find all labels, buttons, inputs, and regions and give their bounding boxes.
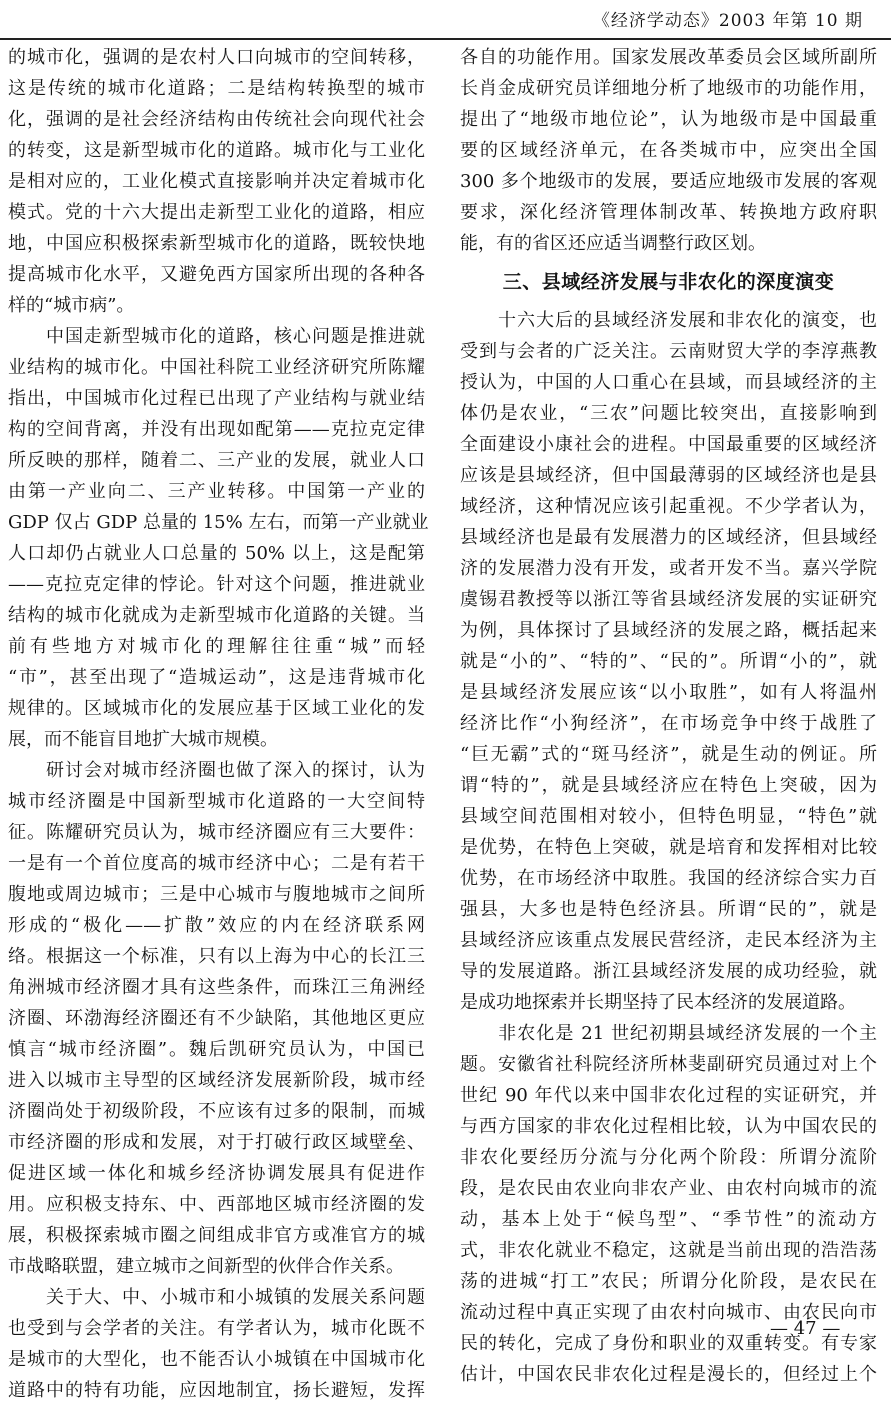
text-line: 用。应积极支持东、中、西部地区城市经济圈的发: [8, 1194, 425, 1215]
text-line: 全面建设小康社会的进程。中国最重要的区域经济: [460, 434, 877, 455]
journal-header: 《经济学动态》2003 年第 10 期: [592, 11, 863, 31]
text-line: 构的空间背离，并没有出现如配第——克拉克定律: [8, 419, 425, 440]
text-line: 结构的城市化就成为走新型城市化道路的关键。当: [8, 605, 425, 626]
right-column-top: [460, 42, 877, 259]
section-heading: 三、县域经济发展与非农化的深度演变: [502, 271, 835, 293]
text-line: 虞锡君教授等以浙江等省县域经济发展的实证研究: [460, 589, 877, 610]
text-line: 地，中国应积极探索新型城市化的道路，既较快地: [8, 233, 425, 254]
text-line: 受到与会者的广泛关注。云南财贸大学的李淳燕教: [460, 341, 877, 362]
text-line: 估计，中国农民非农化过程是漫长的，但经过上个: [460, 1364, 877, 1385]
text-line: 是县域经济发展应该“以小取胜”，如有人将温州: [460, 682, 877, 703]
text-line: 强县，大多也是特色经济县。所谓“民的”，就是: [460, 899, 877, 920]
text-line: 非农化要经历分流与分化两个阶段：所谓分流阶: [460, 1147, 877, 1168]
text-line: 腹地或周边城市；三是中心城市与腹地城市之间所: [8, 884, 425, 905]
header-rule: [0, 38, 891, 40]
text-line: 前有些地方对城市化的理解往往重“城”而轻: [8, 636, 425, 657]
text-line: 各自的功能作用。国家发展改革委员会区域所副所: [460, 47, 877, 68]
text-line: 要的区域经济单元，在各类城市中，应突出全国: [460, 140, 877, 161]
text-line: 县域经济也是最有发展潜力的区域经济，但县域经: [460, 527, 877, 548]
text-line: 进入以城市主导型的区域经济发展新阶段，城市经: [8, 1070, 425, 1091]
text-line: 能，有的省区还应适当调整行政区划。: [460, 233, 766, 254]
text-line: 为例，具体探讨了县域经济的发展之路，概括起来: [460, 620, 877, 641]
text-line: 就是“小的”、“特的”、“民的”。所谓“小的”，就: [460, 651, 877, 672]
text-line: 非农化是 21 世纪初期县域经济发展的一个主: [460, 1023, 877, 1044]
text-line: 所反映的那样，随着二、三产业的发展，就业人口: [8, 450, 425, 471]
text-line: 是相对应的，工业化模式直接影响并决定着城市化: [8, 171, 425, 192]
text-line: 征。陈耀研究员认为，城市经济圈应有三大要件：: [8, 822, 425, 843]
text-line: 与西方国家的非农化过程相比较，认为中国农民的: [460, 1116, 877, 1137]
text-line: 提高城市化水平，又避免西方国家所出现的各种各: [8, 264, 425, 285]
text-line: 中国走新型城市化的道路，核心问题是推进就: [8, 326, 425, 347]
text-line: 300 多个地级市的发展，要适应地级市发展的客观: [460, 171, 877, 192]
text-line: 段，是农民由农业向非农产业、由农村向城市的流: [460, 1178, 877, 1199]
text-line: 规律的。区域城市化的发展应基于区域工业化的发: [8, 698, 425, 719]
text-line: 世纪 90 年代以来中国非农化过程的实证研究，并: [460, 1085, 877, 1106]
text-line: 是城市的大型化，也不能否认小城镇在中国城市化: [8, 1349, 425, 1370]
text-line: 是成功地探索并长期坚持了民本经济的发展道路。: [460, 992, 856, 1013]
text-line: 济圈尚处于初级阶段，不应该有过多的限制，而城: [8, 1101, 425, 1122]
text-line: 研讨会对城市经济圈也做了深入的探讨，认为: [8, 760, 425, 781]
text-line: 络。根据这一个标准，只有以上海为中心的长江三: [8, 946, 425, 967]
text-line: 指出，中国城市化过程已出现了产业结构与就业结: [8, 388, 425, 409]
text-line: 关于大、中、小城市和小城镇的发展关系问题: [8, 1287, 425, 1308]
text-line: 样的“城市病”。: [8, 295, 135, 316]
text-line: 体仍是农业，“三农”问题比较突出，直接影响到: [460, 403, 877, 424]
text-line: 动，基本上处于“候鸟型”、“季节性”的流动方: [460, 1209, 877, 1230]
text-line: 民的转化，完成了身份和职业的双重转变。有专家: [460, 1333, 877, 1354]
right-column-bottom: [460, 305, 877, 1390]
text-line: 要求，深化经济管理体制改革、转换地方政府职: [460, 202, 877, 223]
text-line: 济圈、环渤海经济圈还有不少缺陷，其他地区更应: [8, 1008, 425, 1029]
text-line: 这是传统的城市化道路；二是结构转换型的城市: [8, 78, 425, 99]
text-line: 流动过程中真正实现了由农村向城市、由农民向市: [460, 1302, 877, 1323]
text-line: 十六大后的县域经济发展和非农化的演变，也: [460, 310, 877, 331]
text-line: 长肖金成研究员详细地分析了地级市的功能作用，: [460, 78, 877, 99]
text-line: 促进区域一体化和城乡经济协调发展具有促进作: [8, 1163, 425, 1184]
text-line: 由第一产业向二、三产业转移。中国第一产业的: [8, 481, 425, 502]
text-line: 道路中的特有功能，应因地制宜，扬长避短，发挥: [8, 1380, 425, 1401]
text-line: 城市经济圈是中国新型城市化道路的一大空间特: [8, 791, 425, 812]
text-line: 提出了“地级市地位论”，认为地级市是中国最重: [460, 109, 877, 130]
text-line: 化，强调的是社会经济结构由传统社会向现代社会: [8, 109, 425, 130]
text-line: GDP 仅占 GDP 总量的 15% 左右，而第一产业就业: [8, 512, 429, 533]
text-line: ——克拉克定律的悖论。针对这个问题，推进就业: [8, 574, 425, 595]
text-line: 形成的“极化——扩散”效应的内在经济联系网: [8, 915, 425, 936]
page-number: — 47 —: [770, 1318, 841, 1339]
text-line: 荡的进城“打工”农民；所谓分化阶段，是农民在: [460, 1271, 877, 1292]
text-line: 是优势，在特色上突破，就是培育和发挥相对比较: [460, 837, 877, 858]
text-line: 县域经济应该重点发展民营经济，走民本经济为主: [460, 930, 877, 951]
text-line: 慎言“城市经济圈”。魏后凯研究员认为，中国已: [8, 1039, 425, 1060]
text-line: 域经济，这种情况应该引起重视。不少学者认为，: [460, 496, 877, 517]
text-line: 也受到与会学者的关注。有学者认为，城市化既不: [8, 1318, 425, 1339]
text-line: 一是有一个首位度高的城市经济中心；二是有若干: [8, 853, 425, 874]
text-line: 业结构的城市化。中国社科院工业经济研究所陈耀: [8, 357, 425, 378]
text-line: 展，而不能盲目地扩大城市规模。: [8, 729, 278, 750]
text-line: 的转变，这是新型城市化的道路。城市化与工业化: [8, 140, 425, 161]
text-line: 的城市化，强调的是农村人口向城市的空间转移，: [8, 47, 425, 68]
text-line: 模式。党的十六大提出走新型工业化的道路，相应: [8, 202, 425, 223]
text-line: “巨无霸”式的“斑马经济”，就是生动的例证。所: [460, 744, 877, 765]
text-line: 谓“特的”，就是县域经济应在特色上突破，因为: [460, 775, 877, 796]
text-line: 授认为，中国的人口重心在县域，而县域经济的主: [460, 372, 877, 393]
text-line: 应该是县域经济，但中国最薄弱的区域经济也是县: [460, 465, 877, 486]
text-line: 角洲城市经济圈才具有这些条件，而珠江三角洲经: [8, 977, 425, 998]
text-line: 市战略联盟，建立城市之间新型的伙伴合作关系。: [8, 1256, 404, 1277]
left-column: [8, 42, 429, 1401]
text-line: 人口却仍占就业人口总量的 50% 以上，这是配第: [8, 543, 425, 564]
text-line: 济的发展潜力没有开发，或者开发不当。嘉兴学院: [460, 558, 877, 579]
text-line: 导的发展道路。浙江县域经济发展的成功经验，就: [460, 961, 877, 982]
text-line: 展，积极探索城市圈之间组成非官方或准官方的城: [8, 1225, 425, 1246]
text-line: 优势，在市场经济中取胜。我国的经济综合实力百: [460, 868, 877, 889]
text-line: 题。安徽省社科院经济所林斐副研究员通过对上个: [460, 1054, 877, 1075]
text-line: “市”，甚至出现了“造城运动”，这是违背城市化: [8, 667, 425, 688]
text-line: 市经济圈的形成和发展，对于打破行政区域壁垒、: [8, 1132, 425, 1153]
text-line: 县域空间范围相对较小，但特色明显，“特色”就: [460, 806, 877, 827]
text-line: 式，非农化就业不稳定，这就是当前出现的浩浩荡: [460, 1240, 877, 1261]
text-line: 经济比作“小狗经济”，在市场竞争中终于战胜了: [460, 713, 877, 734]
